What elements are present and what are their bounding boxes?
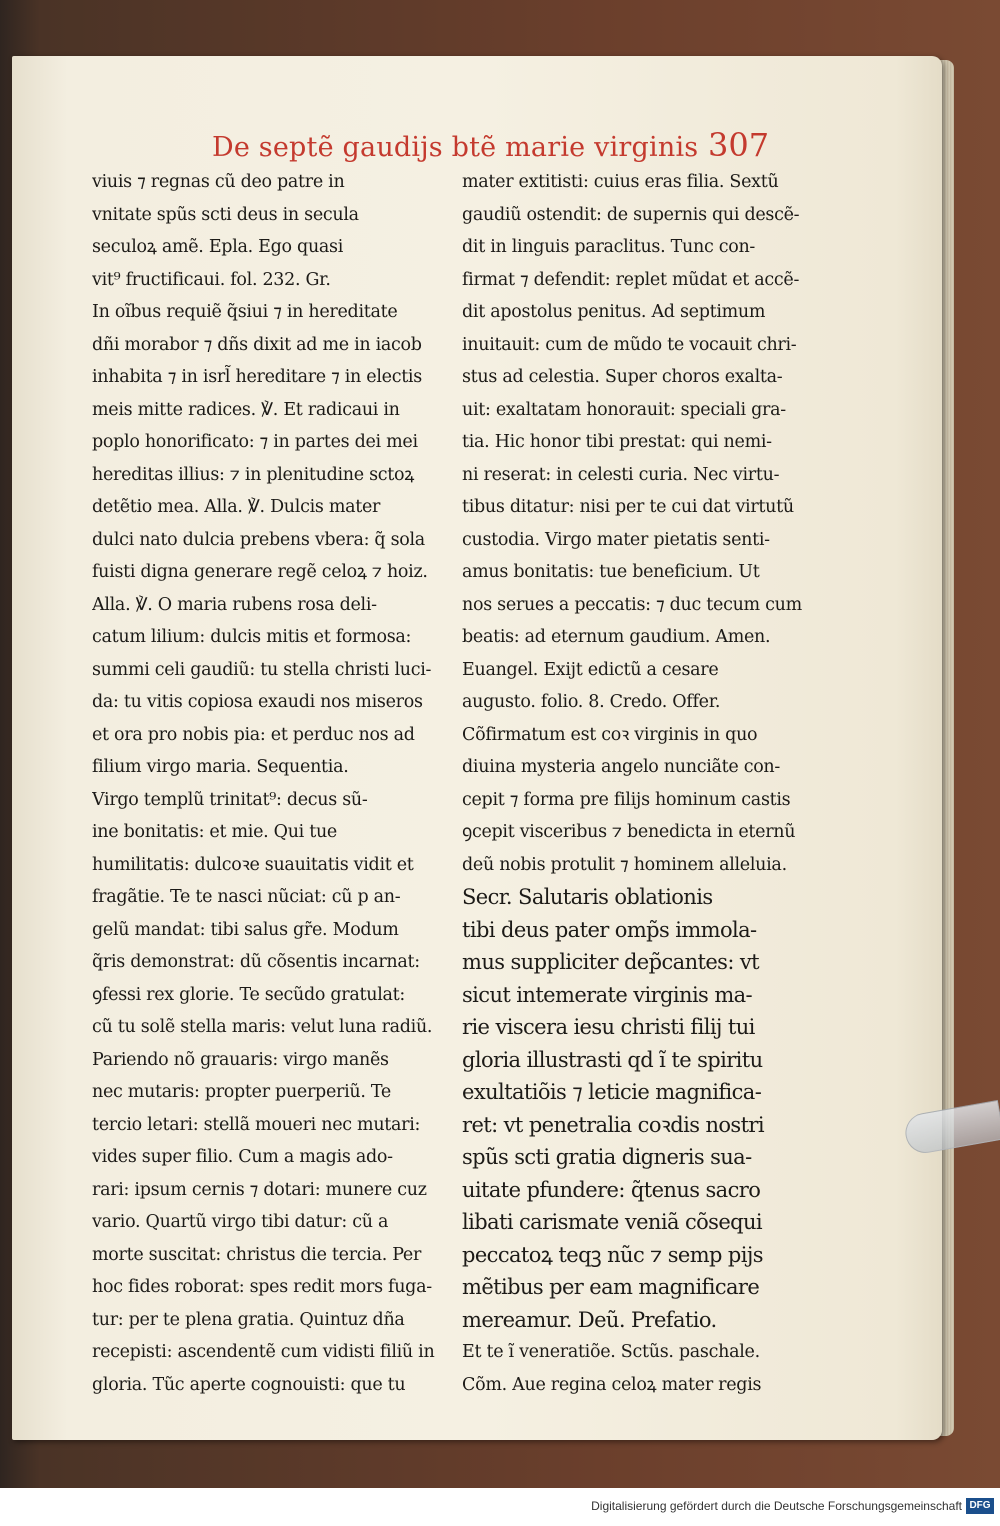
text-line: filium virgo maria. Sequentia. xyxy=(92,757,349,777)
text-line: dñi morabor ⁊ dñs dixit ad me in iacob xyxy=(92,334,422,355)
text-line: vit⁹ fructificaui. fol. 232. Gr. xyxy=(92,269,331,290)
text-line: uit: exaltatam honorauit: speciali gra- xyxy=(462,399,786,420)
text-line: vnitate spũs scti deus in secula xyxy=(92,204,359,225)
text-line: ine bonitatis: et mie. Qui tue xyxy=(92,822,337,842)
text-line: spũs scti gratia digneris sua- xyxy=(462,1145,752,1169)
text-line: ni reserat: in celesti curia. Nec virtu- xyxy=(462,464,780,485)
page-header-title: De septẽ gaudijs btẽ marie virginis xyxy=(212,132,699,163)
text-line: beatis: ad eternum gaudium. Amen. xyxy=(462,627,771,647)
dfg-logo: DFG xyxy=(966,1498,994,1514)
text-line: dit in linguis paraclitus. Tunc con- xyxy=(462,237,756,257)
text-line: tia. Hic honor tibi prestat: qui nemi- xyxy=(462,432,772,452)
text-line: cepit ⁊ forma pre filijs hominum castis xyxy=(462,789,791,810)
left-text-column xyxy=(92,166,458,1401)
text-line: diuina mysteria angelo nunciãte con- xyxy=(462,757,781,777)
text-line: stus ad celestia. Super choros exalta- xyxy=(462,367,783,387)
text-line: dulci nato dulcia prebens vbera: q̃ sola xyxy=(92,529,425,550)
text-line: augusto. folio. 8. Credo. Offer. xyxy=(462,692,721,712)
text-line: mus suppliciter dep̃cantes: vt xyxy=(462,950,759,974)
text-line: firmat ⁊ defendit: replet mũdat et accẽ- xyxy=(462,269,800,290)
text-line: gelũ mandat: tibi salus gr̃e. Modum xyxy=(92,919,399,940)
text-line: cũ tu solẽ stella maris: velut luna radiũ. xyxy=(92,1017,433,1037)
text-line: ꝯcepit visceribus ⁊ benedicta in eternũ xyxy=(462,822,796,842)
text-line: mereamur. Deũ. Prefatio. xyxy=(462,1307,717,1332)
text-line: peccatoꝝ teqꝫ nũc ⁊ semp pijs xyxy=(462,1242,763,1267)
text-line: inhabita ⁊ in isrl̃ hereditare ⁊ in electis xyxy=(92,367,422,387)
text-line: gloria illustrasti qd ĩ te spiritu xyxy=(462,1047,763,1072)
text-line: rie viscera iesu christi filij tui xyxy=(462,1015,755,1039)
text-line: summi celi gaudiũ: tu stella christi luci- xyxy=(92,659,432,680)
folio-number: 307 xyxy=(708,126,770,164)
text-line: gaudiũ ostendit: de supernis qui descẽ- xyxy=(462,204,800,225)
text-line: Cõfirmatum est coꝛ virginis in quo xyxy=(462,724,758,745)
text-line: deũ nobis protulit ⁊ hominem alleluia. xyxy=(462,854,787,875)
text-line: ret: vt penetralia coꝛdis nostri xyxy=(462,1112,764,1137)
text-line: morte suscitat: christus die tercia. Per xyxy=(92,1244,422,1265)
text-line: da: tu vitis copiosa exaudi nos miseros xyxy=(92,692,423,712)
funding-credit: Digitalisierung gefördert durch die Deutsche Forschungsgemeinschaft xyxy=(591,1499,962,1513)
right-text-column xyxy=(462,166,824,1401)
text-line: custodia. Virgo mater pietatis senti- xyxy=(462,529,770,550)
text-line: vides super filio. Cum a magis ado- xyxy=(92,1147,393,1167)
text-line: fuisti digna generare regẽ celoꝝ ⁊ hoiz. xyxy=(92,562,428,582)
text-line: q̃ris demonstrat: dũ cõsentis incarnat: xyxy=(92,952,420,972)
text-line: hoc fides roborat: spes redit mors fuga- xyxy=(92,1277,432,1297)
text-line: dit apostolus penitus. Ad septimum xyxy=(462,302,766,322)
text-line: meis mitte radices. ℣. Et radicaui in xyxy=(92,399,400,420)
text-line: mater extitisti: cuius eras filia. Sextũ xyxy=(462,172,779,192)
page-edges xyxy=(940,60,954,1436)
text-line: humilitatis: dulcoꝛe suauitatis vidit et xyxy=(92,854,414,875)
text-line: recepisti: ascendentẽ cum vidisti filiũ in xyxy=(92,1342,435,1362)
text-line: et ora pro nobis pia: et perduc nos ad xyxy=(92,724,415,745)
text-line: gloria. Tũc aperte cognouisti: que tu xyxy=(92,1374,406,1395)
text-line: vario. Quartũ virgo tibi datur: cũ a xyxy=(92,1212,389,1232)
text-line: Virgo templũ trinitat⁹: decus sũ- xyxy=(92,789,368,810)
text-line: libati carismate veniã cõsequi xyxy=(462,1210,763,1234)
text-line: uitate pfundere: q̃tenus sacro xyxy=(462,1177,761,1202)
text-line: detẽtio mea. Alla. ℣. Dulcis mater xyxy=(92,497,381,517)
text-line: poplo honorificato: ⁊ in partes dei mei xyxy=(92,432,418,452)
text-line: nos serues a peccatis: ⁊ duc tecum cum xyxy=(462,594,802,615)
text-line: Pariendo nõ grauaris: virgo manẽs xyxy=(92,1049,389,1070)
text-line: tur: per te plena gratia. Quintuz dña xyxy=(92,1309,405,1330)
text-line: hereditas illius: ⁊ in plenitudine sctoꝝ xyxy=(92,464,415,485)
text-line: seculoꝝ amẽ. Epla. Ego quasi xyxy=(92,237,344,257)
text-line: Euangel. Exijt edictũ a cesare xyxy=(462,659,719,680)
text-line: ꝯfessi rex glorie. Te secũdo gratulat: xyxy=(92,984,405,1005)
text-line: Cõm. Aue regina celoꝝ mater regis xyxy=(462,1374,762,1395)
text-line: viuis ⁊ regnas cũ deo patre in xyxy=(92,172,345,192)
footer-bar xyxy=(0,1488,1000,1526)
text-line: In oĩbus requiẽ q̃siui ⁊ in hereditate xyxy=(92,302,398,322)
text-line: amus bonitatis: tue beneficium. Ut xyxy=(462,562,760,582)
text-line: mẽtibus per eam magnificare xyxy=(462,1275,760,1299)
text-line: tibi deus pater omp̃s immola- xyxy=(462,917,757,942)
text-line: tibus ditatur: nisi per te cui dat virtutũ xyxy=(462,497,794,517)
text-line: Secr. Salutaris oblationis xyxy=(462,885,713,909)
text-line: exultatiõis ⁊ leticie magnifica- xyxy=(462,1080,762,1104)
text-line: catum lilium: dulcis mitis et formosa: xyxy=(92,627,412,647)
text-line: fragãtie. Te te nasci nũciat: cũ p an- xyxy=(92,887,401,907)
text-line: sicut intemerate virginis ma- xyxy=(462,982,753,1007)
text-line: rari: ipsum cernis ⁊ dotari: munere cuz xyxy=(92,1179,427,1200)
text-line: Et te ĩ veneratiõe. Sctũs. paschale. xyxy=(462,1342,760,1362)
text-line: inuitauit: cum de mũdo te vocauit chri- xyxy=(462,334,797,355)
text-line: nec mutaris: propter puerperiũ. Te xyxy=(92,1082,391,1102)
text-line: tercio letari: stellã moueri nec mutari: xyxy=(92,1114,421,1135)
text-line: Alla. ℣. O maria rubens rosa deli- xyxy=(92,594,377,615)
